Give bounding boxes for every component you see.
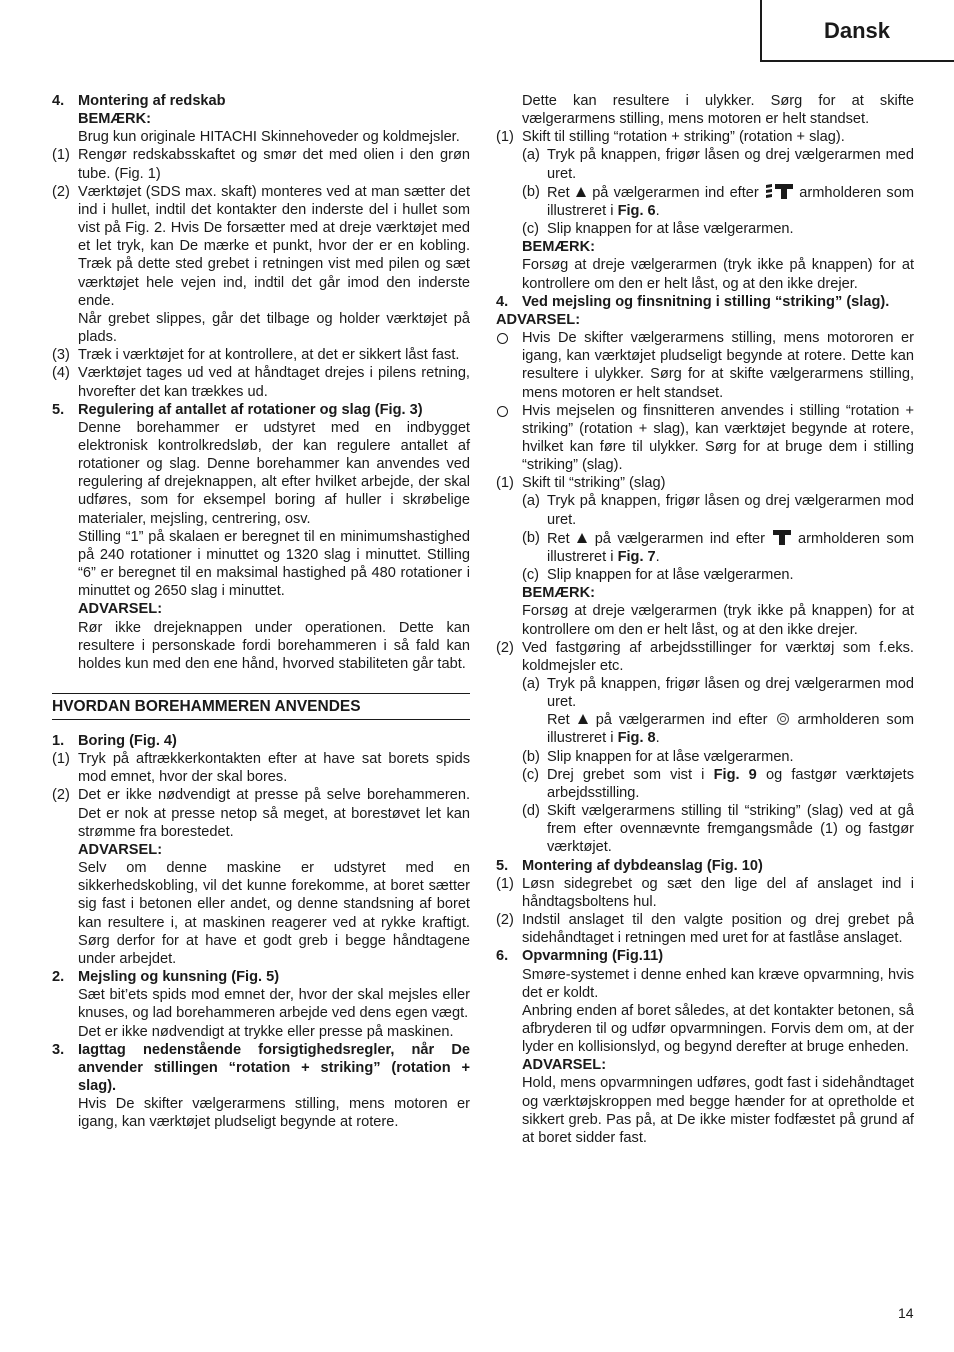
paragraph: Denne borehammer er udstyret med en indbygget elektronisk kontrolkredsløb, der kan regulere antallet af rotationer og slag. Denne borehammer kan anvendes ved regulering af drejeknappen, alt efter hvilket arbejde, der skal udføres, som for eksempel boring af huller i skrøbelige materialer, mejsling, centrering, osv.	[78, 419, 470, 527]
sub-item: (b) Ret på vælgerarmen ind efter armholderen som illustreret i Fig. 6.	[522, 183, 914, 219]
section-heading: 5. Regulering af antallet af rotationer og slag (Fig. 3)	[52, 401, 423, 418]
bullet-item: Hvis mejselen og finsnitteren anvendes i stilling “rotation + striking” (rotation + slag), kan værktøjet begynde at rotere, hvilket kan føre til ulykker. Sørg for at bruge dem i stilling “striking” (slag).	[496, 402, 914, 475]
section-heading: 2. Mejsling og kunsning (Fig. 5)	[52, 969, 280, 986]
paragraph: Anbring enden af boret således, at det kontakter betonen, så afbryderen til og udfør opvarmningen. Forvis dem om, at der lyder en kollisionslyd, og begynd derefter at bruge enheden.	[522, 1002, 914, 1056]
list-item: (4) Værktøjet tages ud ved at håndtaget drejes i pilens retning, hvorefter det kan trækkes ud.	[52, 365, 470, 400]
section-heading: 5. Montering af dybdeanslag (Fig. 10)	[496, 857, 763, 874]
section-heading: 1. Boring (Fig. 4)	[52, 733, 177, 749]
sub-item: (c) Drej grebet som vist i Fig. 9 og fastgør værktøjets arbejdsstilling.	[522, 766, 915, 801]
note-label: BEMÆRK:	[522, 585, 595, 602]
list-item: (2) Værktøjet (SDS max. skaft) monteres ved at man sætter det ind i hullet, indtil det kontakter den inderste del i hullet som vist på Fig. 2. Hvis De forsætter med at dreje værktøjet med et let tryk, kan De mærke et punkt, hvor der er en kobling. Træk på dette sted grebet i retningen vist med pilen og sæt værktøjet hele vejen ind, indtil det går imod den inderste ende.	[52, 183, 470, 309]
neutral-position-icon	[777, 713, 789, 725]
section-heading: 6. Opvarmning (Fig.11)	[496, 948, 664, 965]
hammer-icon	[772, 529, 792, 546]
sub-item: (b) Ret på vælgerarmen ind efter armholderen som illustreret i Fig. 7.	[522, 529, 914, 565]
paragraph: Stilling “1” på skalaen er beregnet til en minimumshastighed på 240 rotationer i minuttet og 1320 slag i minuttet. Stilling “6” er beregnet til en maksimal hastighed på 480 rotationer i minuttet og 2650 slag i minuttet.	[78, 528, 470, 600]
language-label: Dansk	[824, 18, 891, 43]
bullet-item: Hvis De skifter vælgerarmens stilling, mens motororen er igang, kan værktøjet pludseligt begynde at rotere. Dette kan resultere i ulykker. Sørg for at skifte vælgerarmens stilling, mens motoren er helt standset.	[496, 329, 914, 402]
warning-label: ADVARSEL:	[78, 841, 163, 858]
list-item: (2) Ved fastgøring af arbejdsstillinger for værktøj som f.eks. koldmejsler etc.	[496, 639, 914, 674]
triangle-icon	[577, 533, 587, 543]
main-heading: HVORDAN BOREHAMMEREN ANVENDES	[52, 693, 470, 720]
list-item: (2) Indstil anslaget til den valgte position og drej grebet på sidehåndtaget i retningen med uret for at fastlåse anslaget.	[496, 912, 914, 947]
list-item: (1) Løsn sidegrebet og sæt den lige del af anslaget ind i håndtagsboltens hul.	[496, 875, 914, 910]
paragraph: Sæt bit’ets spids mod emnet der, hvor der skal mejsles eller knuses, og lad borehammeren arbejde ved dens egen vægt.	[78, 987, 470, 1022]
section-heading: 3. Iagttag nedenstående forsigtighedsregler, når De anvender stillingen “rotation + striking” (rotation + slag).	[52, 1041, 470, 1094]
sub-item: Ret på vælgerarmen ind efter armholderen som illustreret i Fig. 8.	[547, 712, 914, 747]
note-label: BEMÆRK:	[78, 111, 151, 128]
circle-bullet-icon	[497, 406, 508, 417]
list-item: (1) Skift til stilling “rotation + striking” (rotation + slag).	[496, 129, 845, 146]
section-heading: 4. Ved mejsling og finsnitning i stilling “striking” (slag).	[496, 293, 890, 310]
sub-item: (c) Slip knappen for at låse vælgerarmen.	[522, 221, 794, 238]
list-item: (1) Rengør redskabsskaftet og smør det med olien i den grøn tube. (Fig. 1)	[52, 147, 470, 182]
warning-label: ADVARSEL:	[78, 601, 163, 618]
paragraph: Hvis De skifter vælgerarmens stilling, mens motoren er igang, kan værktøjet pludseligt begynde at rotere.	[78, 1096, 470, 1131]
sub-item: (d) Skift vælgerarmens stilling til “striking” (slag) ved at gå frem efter ovennævnte fremgangsmåde (1) og fastgør værktøjet.	[522, 803, 914, 856]
triangle-icon	[578, 714, 588, 724]
warning-text: Selv om denne maskine er udstyret med en sikkerhedskobling, vil det kunne forekomme, at boret sætter sig fast i betonen eller andet, og denne standsning af boret kan resultere i, at maskinen reagerer ved at rykke kraftigt. Sørg derfor for at have et godt greb i begge håndtagene under arbejdet.	[78, 860, 470, 967]
warning-label: ADVARSEL:	[522, 1057, 607, 1074]
list-item: (1) Tryk på aftrækkerkontakten efter at have sat borets spids mod emnet, hvor der skal bores.	[52, 751, 470, 786]
note-text: Forsøg at dreje vælgerarmen (tryk ikke på knappen) for at kontrollere om den er helt låst, og at den ikke drejer.	[522, 603, 914, 638]
warning-text: Hold, mens opvarmningen udføres, godt fast i sidehåndtaget og værktøjskroppen med begge hænder for at opretholde et sikkert greb. Pas på, at De ikke mister fodfæstet på grund af at boret sidder fast.	[522, 1075, 914, 1146]
language-tab	[760, 0, 954, 62]
sub-item: (b) Slip knappen for at låse vælgerarmen.	[522, 748, 794, 765]
sub-item: (c) Slip knappen for at låse vælgerarmen.	[522, 567, 794, 584]
triangle-icon	[576, 187, 586, 197]
note-label: BEMÆRK:	[522, 239, 595, 256]
page-number: 14	[898, 1305, 914, 1321]
list-item: (1) Skift til “striking” (slag)	[496, 475, 666, 492]
rotation-hammer-icon	[764, 183, 794, 200]
sub-item: (a) Tryk på knappen, frigør låsen og drej vælgerarmen mod uret.	[522, 676, 914, 711]
paragraph: Når grebet slippes, går det tilbage og holder værktøjet på plads.	[78, 310, 470, 346]
right-column	[496, 92, 914, 1147]
warning-text: Rør ikke drejeknappen under operationen. Dette kan resultere i personskade fordi borehammeren i så fald kan holdes kun med den ene hånd, hvorved stabiliteten går tabt.	[78, 619, 470, 672]
paragraph: Smøre-systemet i denne enhed kan kræve opvarmning, hvis det er koldt.	[522, 966, 914, 1001]
list-item: (3) Træk i værktøjet for at kontrollere, at det er sikkert låst fast.	[52, 347, 460, 364]
sub-item: (a) Tryk på knappen, frigør låsen og drej vælgerarmen med uret.	[522, 147, 914, 182]
left-column	[52, 92, 470, 1131]
list-item: (2) Det er ikke nødvendigt at presse på selve borehammeren. Det er nok at presse netop så meget, at borestøvet let kan strømme fra borestedet.	[52, 787, 470, 840]
paragraph: Dette kan resultere i ulykker. Sørg for at skifte vælgerarmens stilling, mens motoren er helt standset.	[522, 93, 914, 128]
note-text: Brug kun originale HITACHI Skinnehoveder og koldmejsler.	[78, 129, 460, 146]
sub-item: (a) Tryk på knappen, frigør låsen og drej vælgerarmen mod uret.	[522, 493, 914, 528]
warning-label: ADVARSEL:	[496, 311, 581, 328]
paragraph: Det er ikke nødvendigt at trykke eller presse på maskinen.	[78, 1023, 454, 1040]
circle-bullet-icon	[497, 333, 508, 344]
note-text: Forsøg at dreje vælgerarmen (tryk ikke på knappen) for at kontrollere om den er helt låst, og at den ikke drejer.	[522, 257, 914, 292]
section-heading: 4. Montering af redskab	[52, 93, 226, 109]
